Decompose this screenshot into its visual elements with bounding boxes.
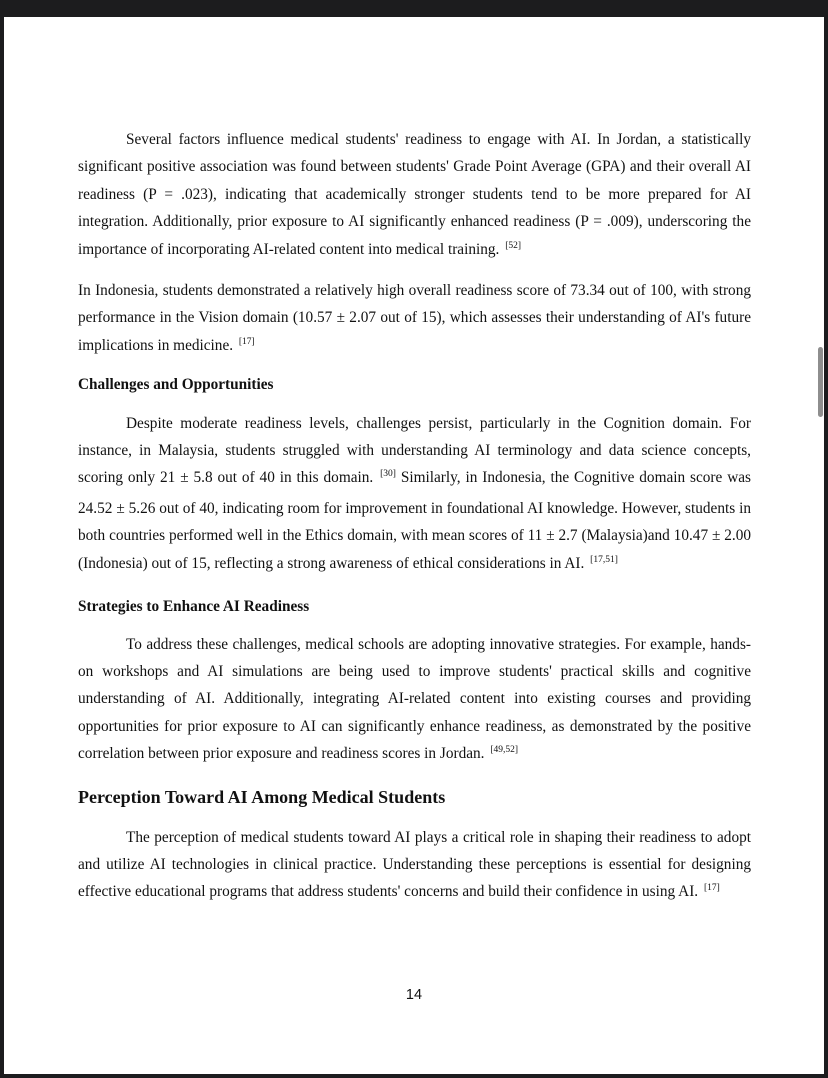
citation: [49,52] [490, 745, 519, 756]
citation: [17,51] [590, 554, 618, 565]
paragraph-text: Despite moderate readiness levels, challenges persist, particularly in the Cognition domain. For instance, in Malaysia, students struggled with understanding AI terminology and data science concepts, scoring only 21 ± 5.8 out of 40 in this domain. [78, 414, 751, 487]
document-page [4, 17, 824, 1074]
citation: [17] [238, 336, 255, 347]
paragraph-perception [78, 824, 751, 909]
citation: [30] [380, 469, 396, 480]
citation: [52] [505, 240, 522, 251]
paragraph-text: The perception of medical students toward AI plays a critical role in shaping their readiness to adopt and utilize AI technologies in clinical practice. Understanding these perceptions is essential for designing effective educational programs that address students' concerns and build their confidence in using AI. [78, 828, 751, 901]
document-body [78, 112, 751, 909]
paragraph-indonesia [78, 277, 751, 362]
heading-strategies: Strategies to Enhance AI Readiness [78, 598, 310, 616]
paragraph-text: Similarly, in Indonesia, the Cognitive domain score was 24.52 ± 5.26 out of 40, indicating room for improvement in foundational AI knowledge. However, students in both countries performed well in the Ethics domain, with mean scores of 11 ± 2.7 (Malaysia)and 10.47 ± 2.00 (Indonesia) out of 15, reflecting a strong awareness of ethical considerations in AI. [78, 469, 751, 572]
heading-perception: Perception Toward AI Among Medical Students [78, 786, 446, 807]
paragraph-strategies [78, 631, 751, 771]
page-number: 14 [405, 987, 423, 1003]
paragraph-challenges [78, 410, 751, 580]
paragraph-factors [78, 126, 751, 266]
scrollbar-thumb[interactable] [818, 347, 823, 417]
paragraph-text: Several factors influence medical students' readiness to engage with AI. In Jordan, a statistically significant positive association was found between students' Grade Point Average (GPA) and their overall AI readiness (P = .023), indicating that academically stronger students tend to be more prepared for AI integration. Additionally, prior exposure to AI significantly enhanced readiness (P = .009), underscoring the importance of incorporating AI-related content into medical training. [78, 131, 751, 258]
paragraph-text: To address these challenges, medical schools are adopting innovative strategies. For example, hands-on workshops and AI simulations are being used to improve students' practical skills and cognitive understanding of AI. Additionally, integrating AI-related content into existing courses and providing opportunities for prior exposure to AI can significantly enhance readiness, as demonstrated by the positive correlation between prior exposure and readiness scores in Jordan. [78, 635, 751, 763]
paragraph-text: In Indonesia, students demonstrated a relatively high overall readiness score of 73.34 out of 100, with strong performance in the Vision domain (10.57 ± 2.07 out of 15), which assesses their understanding of AI's future implications in medicine. [78, 282, 751, 354]
heading-challenges: Challenges and Opportunities [78, 376, 274, 394]
citation: [17] [703, 883, 720, 894]
